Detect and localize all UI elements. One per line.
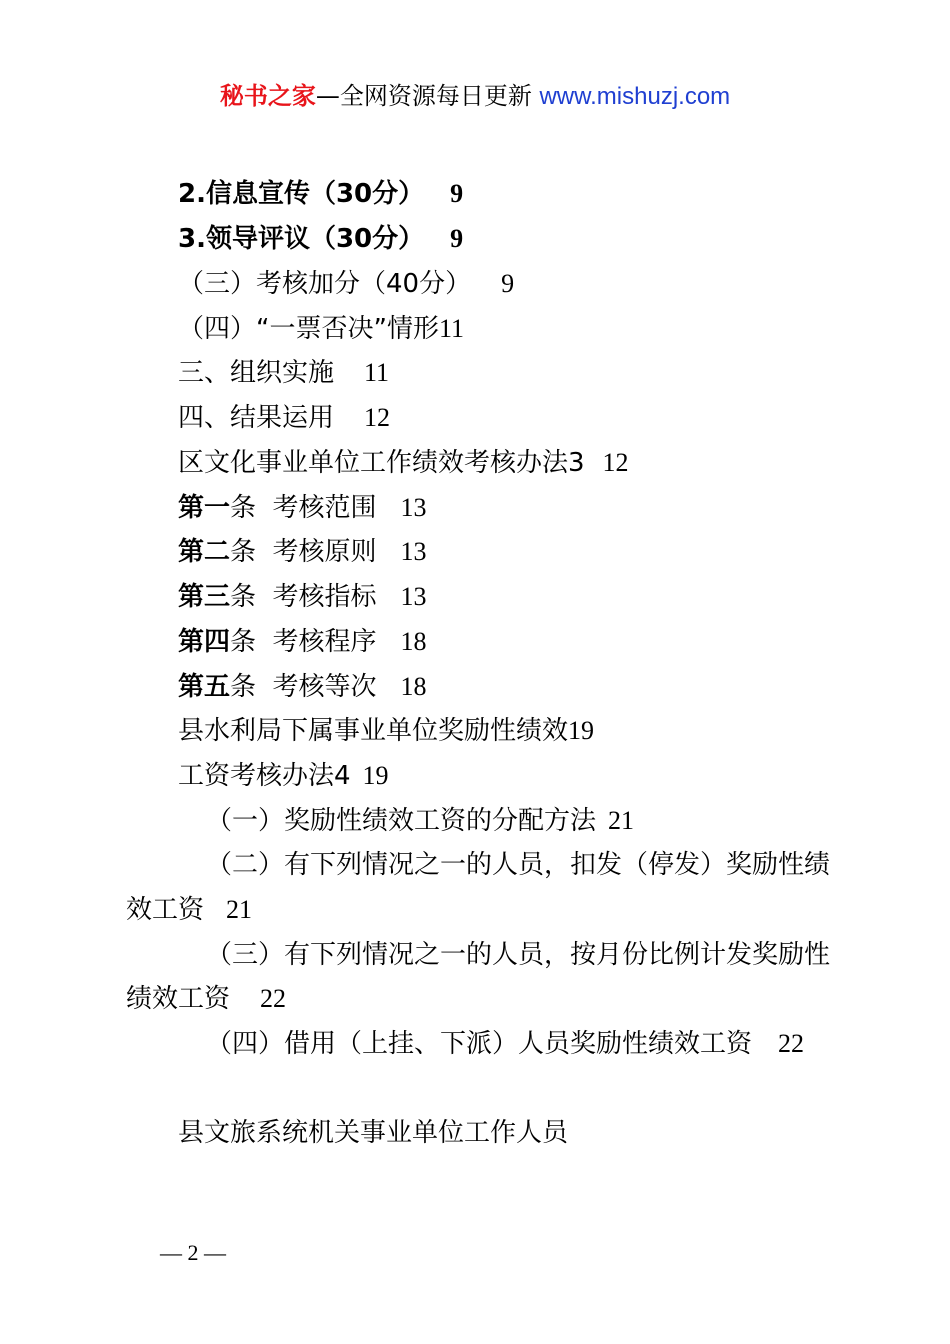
- toc-entry-article-5[interactable]: [178, 670, 427, 704]
- toc-article-prefix: 第五: [178, 672, 231, 702]
- toc-entry-deduction-cont[interactable]: [126, 893, 252, 927]
- toc-entry-page: 11: [364, 358, 390, 387]
- toc-entry-district-culture[interactable]: [178, 446, 629, 480]
- toc-entry-article-3[interactable]: [178, 580, 427, 614]
- toc-entry-page: 11: [438, 314, 464, 343]
- toc-entry-seconded-staff[interactable]: [206, 1027, 804, 1061]
- toc-entry-title: 县文旅系统机关事业单位工作人员: [178, 1118, 569, 1148]
- toc-entry-page: 9: [450, 179, 464, 208]
- toc-entry-title: 三、组织实施: [178, 358, 335, 388]
- toc-entry-water-bureau[interactable]: [178, 714, 594, 748]
- toc-entry-leader-review[interactable]: [178, 222, 463, 256]
- toc-entry-page: 9: [450, 224, 464, 253]
- toc-entry-page: 19: [568, 716, 595, 745]
- toc-entry-veto[interactable]: [178, 312, 464, 346]
- toc-entry-title: 条 考核原则: [230, 537, 377, 567]
- toc-entry-bonus-points[interactable]: [178, 267, 514, 301]
- toc-entry-page: 13: [400, 493, 427, 522]
- toc-entry-deduction[interactable]: [206, 848, 830, 882]
- toc-entry-title: 条 考核程序: [230, 627, 377, 657]
- toc-entry-page: 18: [400, 627, 427, 656]
- toc-entry-page: 13: [400, 582, 427, 611]
- toc-entry-title: 区文化事业单位工作绩效考核办法3: [178, 448, 585, 478]
- toc-entry-page: 22: [778, 1029, 805, 1058]
- toc-entry-monthly-proportion[interactable]: [206, 938, 830, 972]
- toc-entry-title: （三）考核加分（40分）: [178, 269, 472, 299]
- toc-entry-page: 21: [608, 806, 635, 835]
- toc-article-prefix: 第二: [178, 537, 231, 567]
- toc-entry-title: 工资考核办法4: [178, 761, 351, 791]
- toc-entry-page: 12: [364, 403, 391, 432]
- toc-entry-page: 13: [400, 537, 427, 566]
- toc-entry-title: 绩效工资: [126, 984, 231, 1014]
- toc-entry-title: （一）奖励性绩效工资的分配方法: [206, 806, 597, 836]
- toc-entry-title: （二）有下列情况之一的人员，扣发（停发）奖励性绩: [206, 850, 831, 880]
- toc-entry-page: 22: [260, 984, 287, 1013]
- toc-entry-page: 19: [362, 761, 389, 790]
- header-tagline: —全网资源每日更新: [315, 82, 540, 110]
- toc-entry-title: 效工资: [126, 895, 205, 925]
- toc-entry-monthly-proportion-cont[interactable]: [126, 982, 286, 1016]
- toc-entry-article-2[interactable]: [178, 535, 427, 569]
- toc-entry-title: （四）借用（上挂、下派）人员奖励性绩效工资: [206, 1029, 753, 1059]
- toc-entry-info-publicity[interactable]: [178, 177, 463, 211]
- toc-entry-implementation[interactable]: [178, 356, 389, 390]
- toc-article-prefix: 第四: [178, 627, 231, 657]
- toc-entry-page: 18: [400, 672, 427, 701]
- toc-entry-page: 9: [501, 269, 515, 298]
- toc-entry-title: （四）“一票否决”情形: [178, 314, 439, 344]
- toc-entry-wage-method[interactable]: [178, 759, 389, 793]
- toc-entry-title: 条 考核等次: [230, 672, 377, 702]
- toc-entry-title: 四、结果运用: [178, 403, 335, 433]
- brand-name: 秘书之家: [219, 82, 316, 110]
- site-url-link[interactable]: www.mishuzj.com: [539, 83, 731, 110]
- toc-entry-title: 3.领导评议（30分）: [178, 224, 425, 254]
- toc-entry-page: 12: [602, 448, 629, 477]
- toc-entry-distribution-method[interactable]: [206, 804, 634, 838]
- toc-entry-title: 条 考核范围: [230, 493, 377, 523]
- toc-article-prefix: 第一: [178, 493, 231, 523]
- page-number: — 2 —: [160, 1240, 226, 1265]
- toc-entry-results[interactable]: [178, 401, 390, 435]
- toc-entry-page: 21: [226, 895, 253, 924]
- toc-entry-tourism-staff[interactable]: [178, 1116, 568, 1150]
- site-header: [0, 78, 950, 115]
- toc-article-prefix: 第三: [178, 582, 231, 612]
- toc-entry-title: 县水利局下属事业单位奖励性绩效: [178, 716, 569, 746]
- toc-entry-article-4[interactable]: [178, 625, 427, 659]
- toc-entry-article-1[interactable]: [178, 491, 427, 525]
- toc-entry-title: 条 考核指标: [230, 582, 377, 612]
- toc-entry-title: 2.信息宣传（30分）: [178, 179, 425, 209]
- toc-entry-title: （三）有下列情况之一的人员，按月份比例计发奖励性: [206, 940, 831, 970]
